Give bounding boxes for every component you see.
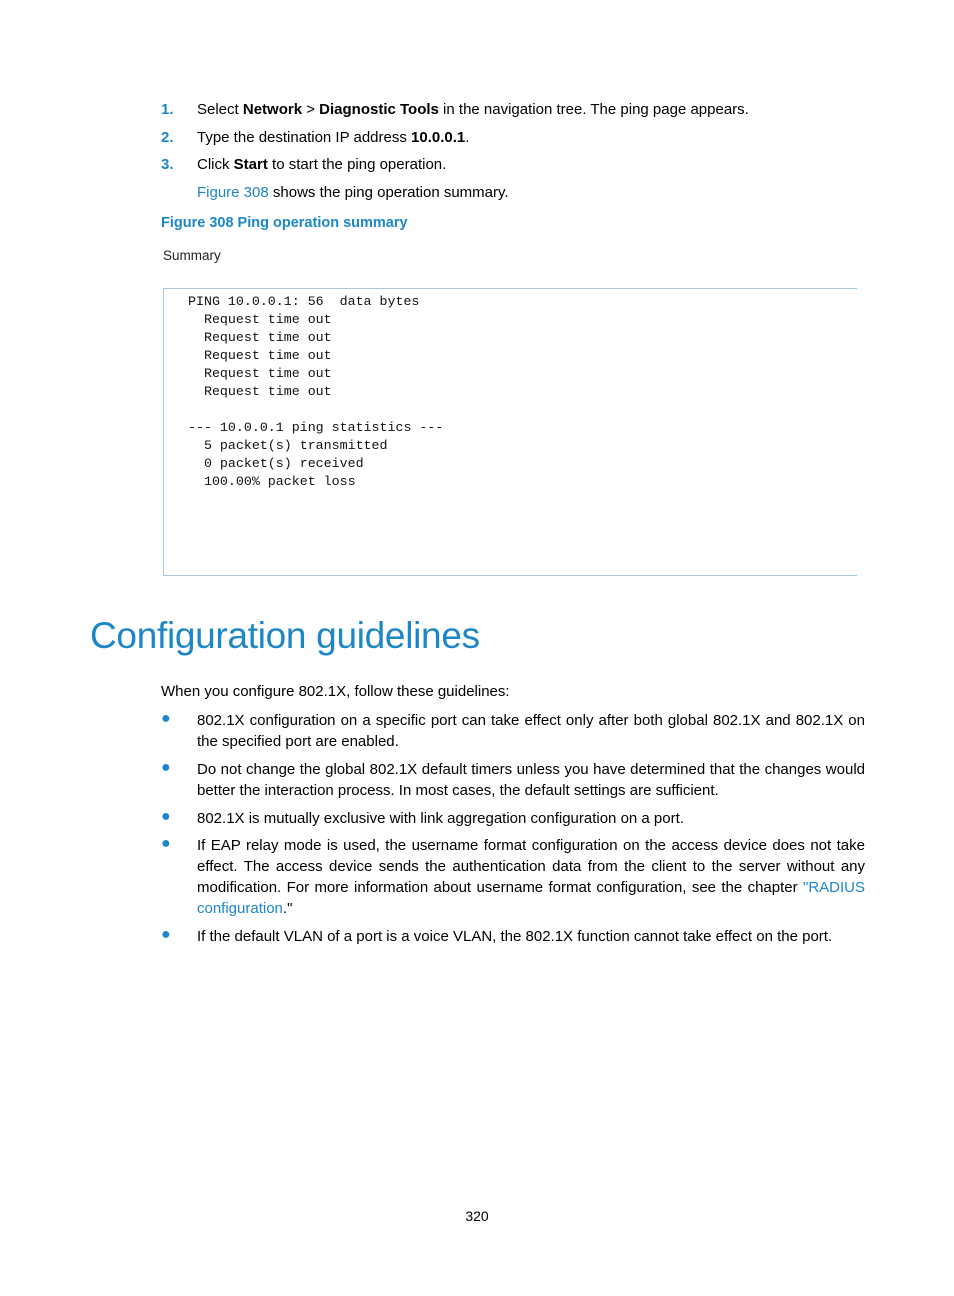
step-text-part: > <box>302 101 320 118</box>
step-number: 1. <box>161 101 174 118</box>
guideline-item: If the default VLAN of a port is a voice VLAN, the 802.1X function cannot take effect on the port. <box>197 928 833 945</box>
guideline-item-text: If EAP relay mode is used, the username format configuration on the access device does not take effect. The access device sends the authentication data from the client to the server without any modification. For more information about username format configuration, see the chapter <box>197 837 865 896</box>
page-number: 320 <box>465 1208 489 1224</box>
ping-summary-box <box>163 288 857 576</box>
ping-line: 100.00% packet loss <box>188 474 356 489</box>
ping-line: 0 packet(s) received <box>188 456 364 471</box>
step-number: 2. <box>161 129 174 146</box>
ping-line: 5 packet(s) transmitted <box>188 438 388 453</box>
start-keyword: Start <box>233 156 268 173</box>
ping-line: Request time out <box>188 312 332 327</box>
step-text <box>197 101 749 118</box>
step-text <box>197 156 446 173</box>
intro-text: When you configure 802.1X, follow these guidelines: <box>161 683 510 700</box>
step-number: 3. <box>161 156 174 173</box>
figure-reference <box>197 184 509 201</box>
menu-network: Network <box>242 101 303 118</box>
bullet-icon: ● <box>161 808 171 825</box>
menu-diagnostic-tools: Diagnostic Tools <box>319 101 439 118</box>
figure-308-link[interactable]: Figure 308 <box>197 184 269 201</box>
bullet-icon: ● <box>161 710 171 727</box>
ip-address: 10.0.0.1 <box>411 129 466 146</box>
step-text <box>197 129 469 146</box>
step-text-part: to start the ping operation. <box>267 156 447 173</box>
figure-caption: Figure 308 Ping operation summary <box>161 215 408 231</box>
summary-label: Summary <box>163 248 221 263</box>
step-text-part: in the navigation tree. The ping page appears. <box>438 101 749 118</box>
section-heading: Configuration guidelines <box>90 615 480 656</box>
step-text-part: . <box>465 129 470 146</box>
ping-line: Request time out <box>188 330 332 345</box>
ping-line: PING 10.0.0.1: 56 data bytes <box>188 294 420 309</box>
radius-configuration-link[interactable]: "RADIUS configuration <box>197 879 865 917</box>
ping-line: Request time out <box>188 348 332 363</box>
guideline-item <box>197 835 865 919</box>
bullet-icon: ● <box>161 835 171 852</box>
figure-reference-text: shows the ping operation summary. <box>268 184 509 201</box>
step-text-part: Type the destination IP address <box>197 129 412 146</box>
ping-line: Request time out <box>188 384 332 399</box>
guideline-item-text: ." <box>282 900 293 917</box>
guideline-item: 802.1X configuration on a specific port can take effect only after both global 802.1X and 802.1X on the specified port are enabled. <box>197 712 865 750</box>
ping-line: Request time out <box>188 366 332 381</box>
step-text-part: Click <box>197 156 234 173</box>
ping-line: --- 10.0.0.1 ping statistics --- <box>188 420 444 435</box>
bullet-icon: ● <box>161 759 171 776</box>
guideline-item: Do not change the global 802.1X default timers unless you have determined that the changes would better the interaction process. In most cases, the default settings are sufficient. <box>197 761 865 799</box>
step-text-part: Select <box>197 101 243 118</box>
bullet-icon: ● <box>161 926 171 943</box>
guideline-item: 802.1X is mutually exclusive with link aggregation configuration on a port. <box>197 810 684 827</box>
